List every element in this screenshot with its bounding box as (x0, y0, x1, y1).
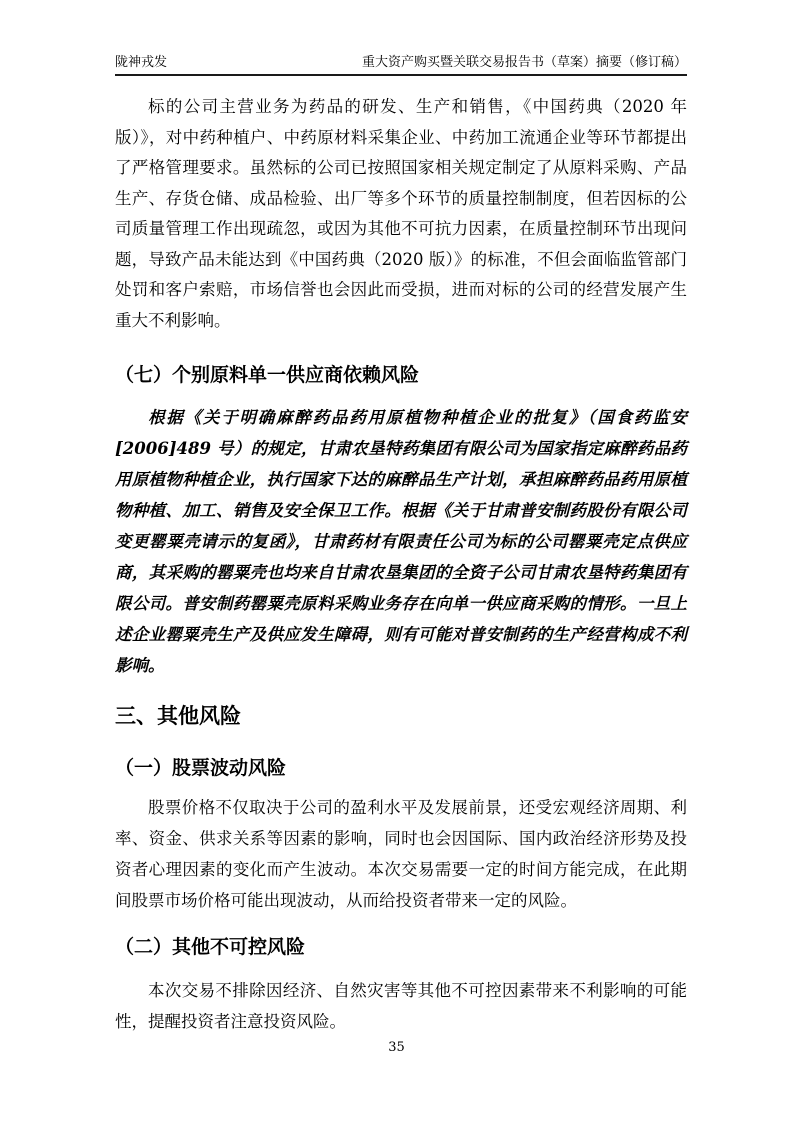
document-body (115, 92, 687, 1037)
heading-uncontrollable-risk: （二）其他不可控风险 (115, 936, 306, 958)
paragraph-supplier-dependence-risk: 根据《关于明确麻醉药品药用原植物种植企业的批复》（国食药监安[2006]489 号）的规定，甘肃农垦特药集团有限公司为国家指定麻醉药品药用原植物种植企业，执行国家下达的麻醉品生产计划，承担麻醉药品药用原植物种植、加工、销售及安全保卫工作。根据《关于甘肃普安制药股份有限公司变更罂粟壳请示的复函》，甘肃药材有限责任公司为标的公司罂粟壳定点供应商，其采购的罂粟壳也均来自甘肃农垦集团的全资子公司甘肃农垦特药集团有限公司。普安制药罂粟壳原料采购业务存在向单一供应商采购的情形。一旦上述企业罂粟壳生产及供应发生障碍，则有可能对普安制药的生产经营构成不利影响。 (115, 408, 687, 675)
heading-section-7-supplier-dependence-risk: （七）个别原料单一供应商依赖风险 (115, 364, 420, 386)
page-footer (0, 1040, 793, 1056)
page-number: 35 (388, 1040, 405, 1055)
heading-section-3-other-risks: 三、其他风险 (115, 704, 241, 728)
heading-stock-volatility-risk: （一）股票波动风险 (115, 757, 287, 779)
page-header (115, 0, 687, 76)
paragraph-uncontrollable-risk: 本次交易不排除因经济、自然灾害等其他不可控因素带来不利影响的可能性，提醒投资者注意投资风险。 (115, 981, 687, 1031)
paragraph-stock-volatility-risk: 股票价格不仅取决于公司的盈利水平及发展前景，还受宏观经济周期、利率、资金、供求关系等因素的影响，同时也会因国际、国内政治经济形势及投资者心理因素的变化而产生波动。本次交易需要一定的时间方能完成，在此期间股票市场价格可能出现波动，从而给投资者带来一定的风险。 (115, 798, 687, 910)
header-report-title: 重大资产购买暨关联交易报告书（草案）摘要（修订稿） (361, 55, 687, 70)
header-company-name: 陇神戎发 (115, 55, 168, 70)
paragraph-quality-risk: 标的公司主营业务为药品的研发、生产和销售，《中国药典（2020 年版）》，对中药种植户、中药原材料采集企业、中药加工流通企业等环节都提出了严格管理要求。虽然标的公司已按照国家相关规定制定了从原料采购、产品生产、存货仓储、成品检验、出厂等多个环节的质量控制制度，但若因标的公司质量管理工作出现疏忽，或因为其他不可抗力因素，在质量控制环节出现问题，导致产品未能达到《中国药典（2020 版）》的标准，不但会面临监管部门处罚和客户索赔，市场信誉也会因此而受损，进而对标的公司的经营发展产生重大不利影响。 (115, 97, 687, 330)
